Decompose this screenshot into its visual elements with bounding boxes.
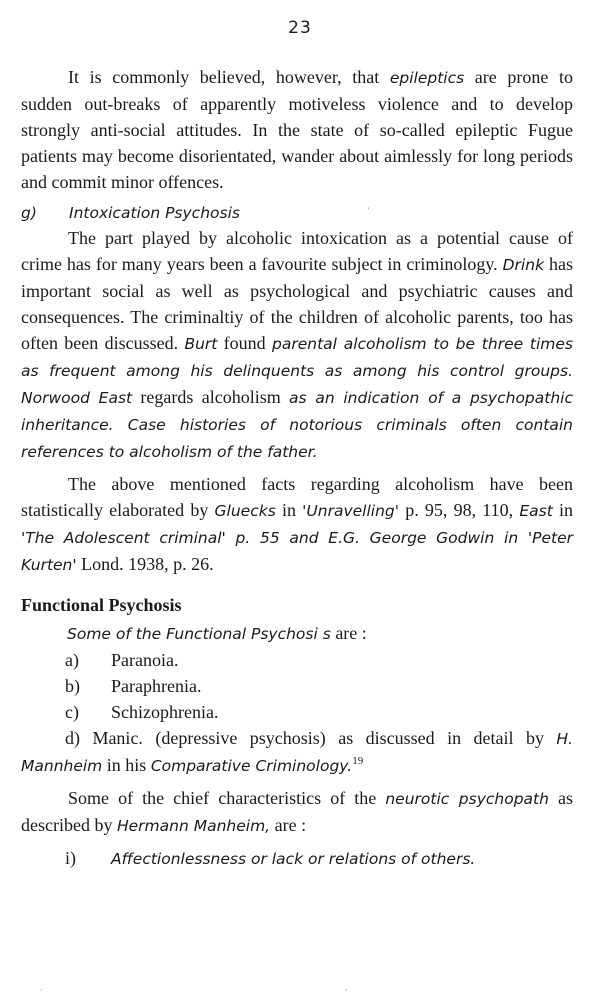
- paragraph-intoxication: The part played by alcoholic intoxication as a potential cause of crime has for many years been a favourite subject in criminology. Drink has important social as well as psychological and psychiatric causes and consequences. The criminaltiy of the children of alcoholic parents, too has often been discussed. Burt found parental alcoholism to be three times as frequent among his delinquents as among his control groups. Norwood East regards alcoholism as an indication of a psychopathic inheritance. Case histories of notorious criminals often contain references to alcoholism of the father.: [21, 228, 573, 461]
- list-item-schizophrenia: c) Schizophrenia.: [65, 702, 219, 722]
- author-east: East: [519, 502, 553, 520]
- paragraph-neurotic-psychopath: Some of the chief characteristics of the neurotic psychopath as described by Hermann Manheim, are :: [21, 788, 573, 835]
- page-body: [21, 64, 573, 872]
- list-item-paraphrenia: b) Paraphrenia.: [65, 676, 202, 696]
- scan-speck: ': [368, 206, 370, 215]
- footnote-ref: 19: [352, 755, 364, 767]
- functional-psychosis-intro: Some of the Functional Psychosi s are :: [67, 623, 367, 643]
- author-h-mannheim: H. Mannheim: [21, 730, 573, 775]
- title-comparative-criminology: Comparative Criminology.: [150, 757, 353, 775]
- scan-speck: ·: [345, 986, 348, 995]
- subheading-letter: g): [21, 204, 37, 222]
- page-number: 23: [288, 18, 312, 38]
- paragraph-statistics: The above mentioned facts regarding alcoholism have been statistically elaborated by Gluecks in 'Unravelling' p. 95, 98, 110, East in 'The Adolescent criminal' p. 55 and E.G. George Godwin in 'Peter Kurten' Lond. 1938, p. 26.: [21, 474, 573, 574]
- list-item-manic: d) Manic. (depressive psychosis) as discussed in detail by H. Mannheim in his Comparative Criminology.$^{19}$: [21, 728, 573, 775]
- section-heading-functional-psychosis: Functional Psychosis: [21, 595, 182, 615]
- author-norwood-east: Norwood East: [21, 389, 133, 407]
- author-burt: Burt: [184, 335, 218, 353]
- author-hermann-manheim: Hermann Manheim,: [116, 817, 271, 835]
- scan-speck: ·: [40, 986, 43, 995]
- title-unravelling: 'Unravelling': [302, 502, 400, 520]
- term-drink: Drink: [502, 256, 545, 274]
- subheading-intoxication-psychosis: [21, 199, 573, 225]
- term-epileptics: epileptics: [389, 69, 465, 87]
- list-item-affectionlessness: i) Affectionlessness or lack or relations of others.: [65, 848, 476, 868]
- paragraph-epileptics: It is commonly believed, however, that epileptics are prone to sudden out-breaks of apparently motiveless violence and to develop strongly anti-social attitudes. In the state of so-called epileptic Fugue patients may become disorientated, wander about aimlessly for long periods and commit minor offences.: [21, 67, 573, 192]
- subheading-title: Intoxication Psychosis: [69, 204, 240, 222]
- list-item-paranoia: a) Paranoia.: [65, 650, 179, 670]
- author-gluecks: Gluecks: [214, 502, 276, 520]
